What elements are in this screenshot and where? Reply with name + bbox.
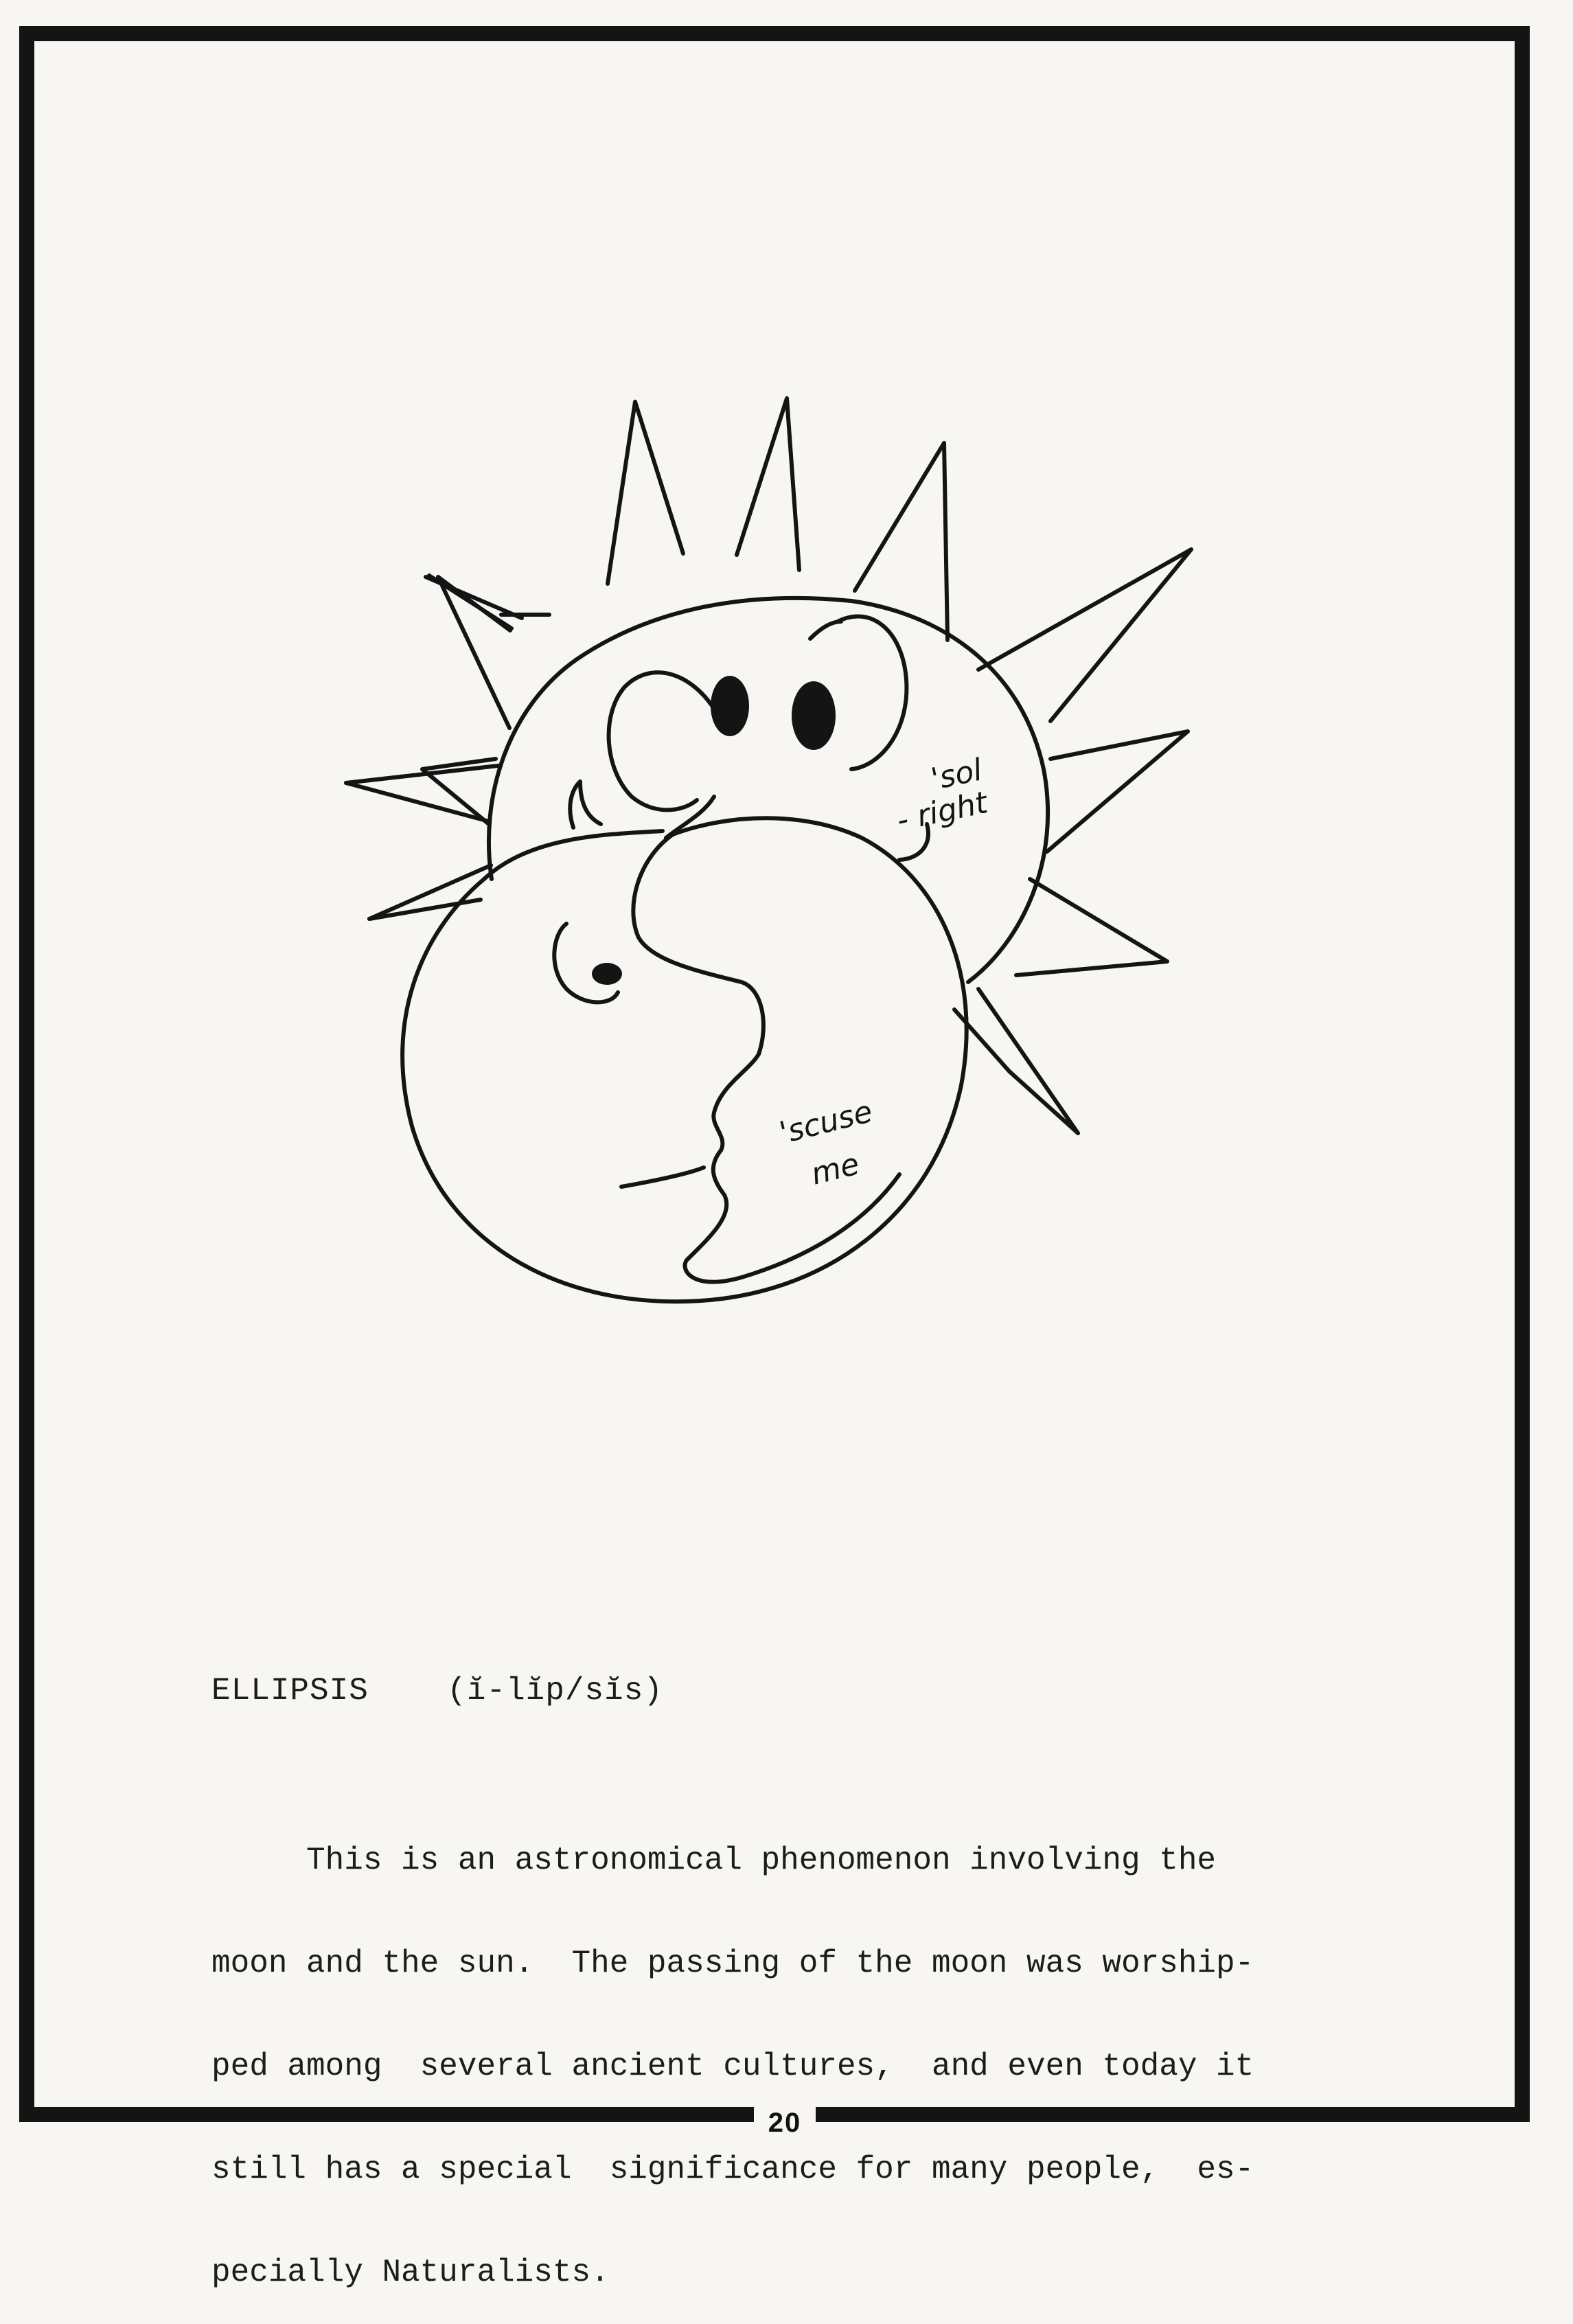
definition-line: still has a special significance for many people, es- <box>211 2152 1254 2187</box>
moon <box>402 818 967 1301</box>
sun-left-eye-outline <box>609 672 717 810</box>
definition-line: pecially Naturalists. <box>211 2255 610 2290</box>
entry-pronunciation: (ĭ-lĭp/sĭs) <box>447 1673 663 1709</box>
entry-term: ELLIPSIS <box>211 1673 369 1709</box>
sun-speech-line-1: 'sol <box>928 752 985 797</box>
moon-speech-line-1: 'scuse <box>776 1094 876 1151</box>
cartoon-drawing <box>330 385 1222 1332</box>
definition-line: moon and the sun. The passing of the moon was worship- <box>211 1946 1254 1981</box>
page-number: 20 <box>754 2100 816 2145</box>
sun-left-pupil <box>711 676 749 736</box>
sun-mouth-left <box>570 782 601 828</box>
moon-profile <box>633 834 899 1282</box>
entry-definition <box>211 1775 1358 2324</box>
sun-right-pupil <box>792 681 836 750</box>
sun <box>489 598 1048 982</box>
sun-speech-line-2: - right <box>893 785 991 839</box>
sun-right-eye-outline <box>838 617 906 769</box>
moon-pupil <box>592 963 622 985</box>
moon-lips <box>621 1167 704 1187</box>
moon-outline <box>402 818 967 1301</box>
definition-line: This is an astronomical phenomenon involving the <box>211 1843 1217 1878</box>
sun-right-eye-lid <box>810 622 841 639</box>
sun-rays <box>346 398 1191 1133</box>
sun-moon-eclipse-illustration <box>330 385 1222 1332</box>
moon-speech-line-2: me <box>807 1146 863 1192</box>
entry-heading <box>211 1673 663 1709</box>
definition-line: ped among several ancient cultures, and even today it <box>211 2049 1254 2084</box>
